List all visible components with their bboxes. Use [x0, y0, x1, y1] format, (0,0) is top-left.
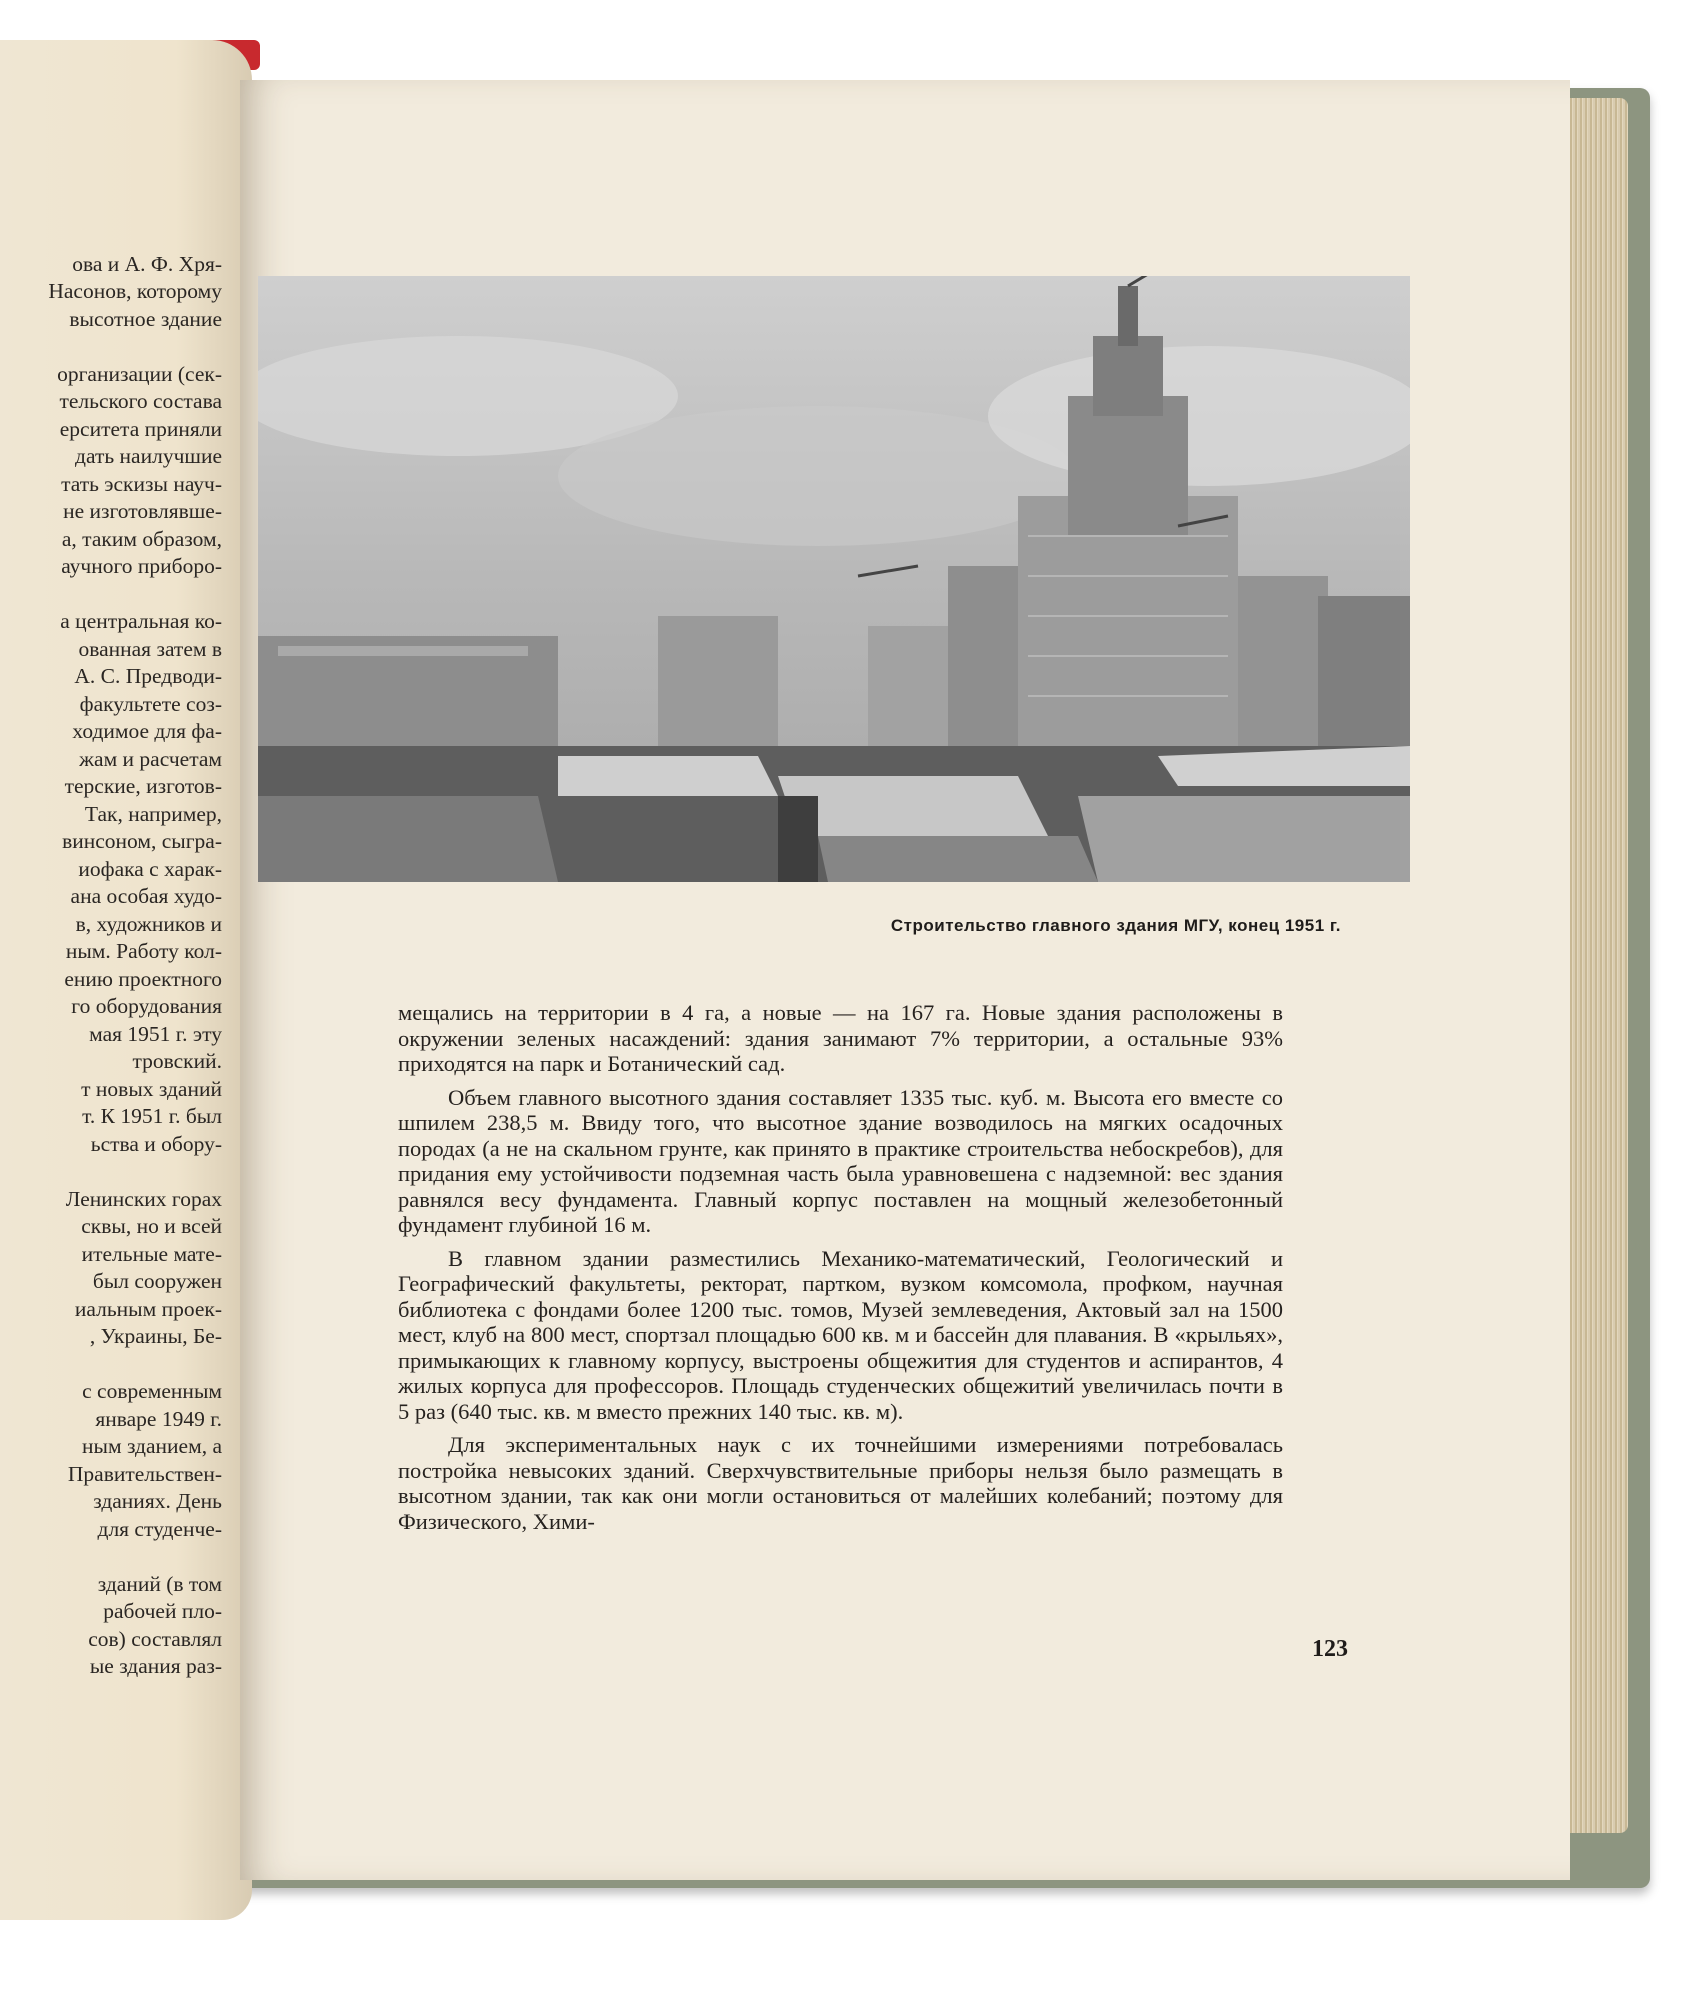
left-page-line: ованная затем в	[78, 636, 222, 661]
left-page-line: Насонов, которому	[48, 279, 222, 303]
left-page-line: , Украины, Бе-	[89, 1324, 222, 1348]
left-page-line	[0, 333, 222, 361]
left-page-text	[0, 223, 222, 1681]
photo-caption: Строительство главного здания МГУ, конец 1951 г.	[890, 916, 1341, 935]
left-page-line: для студенче-	[97, 1516, 222, 1541]
left-page-line: зданиях. День	[93, 1489, 222, 1513]
left-page-line: был сооружен	[92, 1269, 222, 1293]
left-page-line: ительные мате-	[81, 1241, 222, 1266]
left-page-line: т новых зданий	[81, 1076, 222, 1101]
page-number: 123	[1312, 1636, 1348, 1662]
left-page-line: январе 1949 г.	[95, 1406, 222, 1431]
left-page-line: тровский.	[132, 1049, 222, 1073]
left-page-line: аучного приборо-	[61, 554, 222, 578]
paragraph-1: мещались на территории в 4 га, а новые — на 167 га. Новые здания расположены в окружении зеленых насаждений: здания занимают 7% территории, а остальные 93% приходятся на парк и Ботанический сад.	[398, 1000, 1283, 1076]
left-page-line: Правительствен-	[67, 1461, 222, 1486]
paragraph-2: Объем главного высотного здания составляет 1335 тыс. куб. м. Высота его вместе со шпилем 238,5 м. Ввиду того, что высотное здание возводилось на мягких осадочных породах (а не на скальном грунте, как принято в практике строительства небоскребов), для придания ему устойчивости подземная часть была уравновешена с надземной: вес здания равнялся весу фундамента. Главный корпус поставлен на мощный железобетонный фундамент глубиной 16 м.	[398, 1084, 1283, 1237]
left-page-line: ана особая худо-	[70, 884, 222, 908]
left-page-line	[0, 223, 222, 251]
left-page-line: ова и А. Ф. Хря-	[72, 251, 222, 276]
left-page-line: мая 1951 г. эту	[89, 1021, 222, 1046]
left-page-line: сов) составлял	[88, 1626, 222, 1651]
left-page-line: ению проектного	[64, 966, 222, 991]
left-page-line	[0, 1158, 222, 1186]
left-page-line: в, художников и	[75, 911, 222, 936]
left-page-line: ным зданием, а	[82, 1434, 222, 1458]
left-page-line: тельского состава	[59, 389, 222, 413]
left-page	[0, 40, 252, 1920]
construction-photo	[258, 276, 1410, 882]
left-page-line: Так, например,	[84, 801, 222, 826]
left-page-line: не изготовлявше-	[63, 499, 222, 523]
left-page-line: терские, изготов-	[64, 774, 222, 798]
left-page-line: иофака с харак-	[78, 856, 222, 881]
left-page-line	[0, 1543, 222, 1571]
left-page-line: рабочей пло-	[103, 1599, 222, 1623]
left-page-line: ходимое для фа-	[72, 719, 222, 743]
left-page-line: сквы, но и всей	[81, 1214, 222, 1238]
left-page-line: го оборудования	[71, 994, 222, 1018]
left-page-line: ые здания раз-	[89, 1654, 222, 1678]
left-page-line: жам и расчетам	[79, 746, 222, 771]
left-page-line: т. К 1951 г. был	[82, 1104, 222, 1128]
left-page-line: с современным	[82, 1379, 222, 1403]
left-page-line: а, таким образом,	[61, 526, 222, 551]
left-page-line: ьства и обору-	[90, 1131, 222, 1156]
left-page-line	[0, 581, 222, 609]
left-page-line: Ленинских горах	[65, 1186, 222, 1211]
left-page-line: организации (сек-	[57, 361, 222, 386]
left-page-line: ерситета приняли	[59, 416, 222, 441]
left-page-line: высотное здание	[69, 306, 222, 331]
left-page-line: ным. Работу кол-	[65, 939, 222, 963]
left-page-line: зданий (в том	[97, 1571, 222, 1596]
left-page-line: А. С. Предводи-	[74, 664, 222, 688]
left-page-line: факультете соз-	[79, 691, 222, 716]
left-page-line: винсоном, сыгра-	[62, 829, 222, 853]
main-text	[398, 1000, 1283, 1542]
left-page-line: иальным проек-	[74, 1296, 222, 1321]
paragraph-4: Для экспериментальных наук с их точнейшими измерениями потребовалась постройка невысоких зданий. Сверхчувствительные приборы нельзя было размещать в высотном здании, так как они могли остановиться от малейших колебаний; поэтому для Физического, Хими-	[398, 1432, 1283, 1534]
left-page-line: дать наилучшие	[75, 444, 222, 468]
left-page-line: тать эскизы науч-	[61, 471, 222, 496]
left-page-line	[0, 1351, 222, 1379]
paragraph-3: В главном здании разместились Механико-математический, Геологический и Географический факультеты, ректорат, партком, вузком комсомола, профком, научная библиотека с фондами более 1200 тыс. томов, Музей землеведения, Актовый зал на 1500 мест, клуб на 800 мест, спортзал площадью 600 кв. м и бассейн для плавания. В «крыльях», примыкающих к главному корпусу, выстроены общежития для студентов и аспирантов, 4 жилых корпуса для профессоров. Площадь студенческих общежитий увеличилась почти в 5 раз (640 тыс. кв. м вместо прежних 140 тыс. кв. м).	[398, 1245, 1283, 1424]
msu-construction-illustration	[258, 276, 1410, 882]
left-page-line: а центральная ко-	[60, 609, 222, 633]
